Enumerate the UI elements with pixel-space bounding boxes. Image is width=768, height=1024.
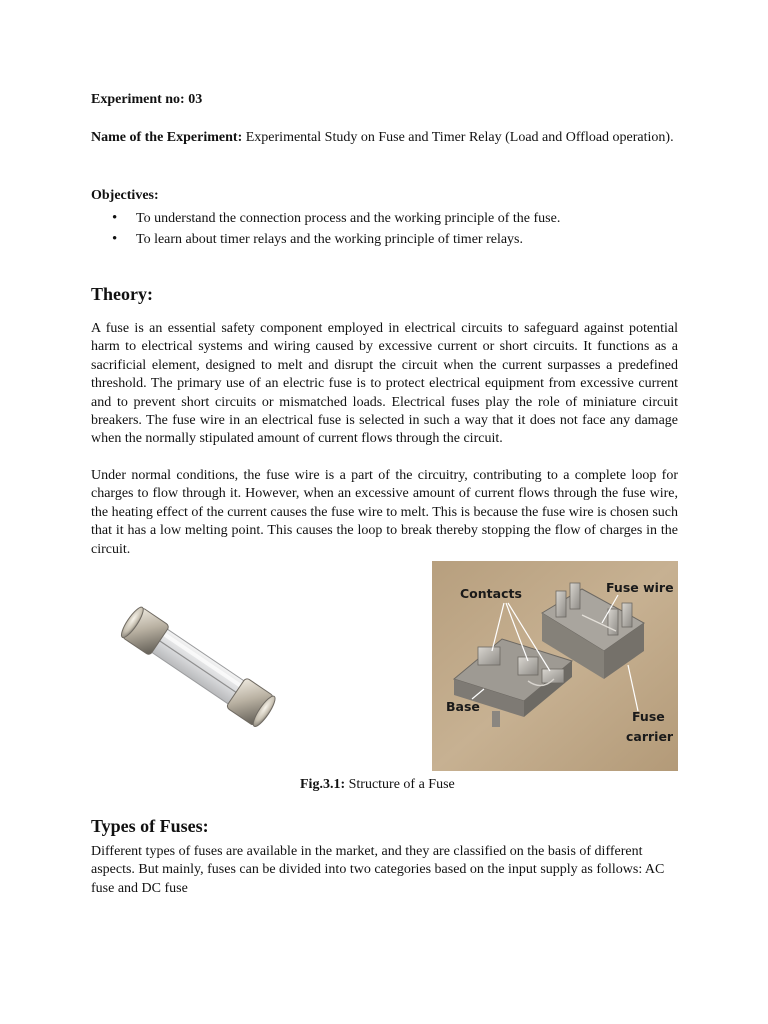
objective-item: • To understand the connection process and the working principle of the fuse. (110, 208, 560, 229)
objectives-heading: Objectives: (91, 188, 159, 203)
experiment-number: Experiment no: 03 (91, 92, 203, 107)
theory-paragraph-1: A fuse is an essential safety component employed in electrical circuits to safeguard against potential harm to electrical systems and wiring caused by excessive current or short circuits. It functions as a sacrificial element, designed to melt and disrupt the circuit when the current surpasses a predefined threshold. The primary use of an electric fuse is to protect electrical equipment from excessive current and to prevent short circuits or mismatched loads. Electrical fuses play the role of miniature circuit breakers. The fuse wire in an electrical fuse is selected in such a way that it does not face any damage when the normally stipulated amount of current flows through the circuit. (91, 321, 678, 447)
photo-label-base: Base (446, 699, 480, 714)
figure-caption-text: Structure of a Fuse (345, 777, 455, 792)
figure-caption (300, 777, 455, 793)
objectives-list (110, 208, 560, 250)
experiment-name-label: Name of the Experiment: (91, 130, 243, 145)
types-heading: Types of Fuses: (91, 816, 209, 836)
photo-label-contacts: Contacts (460, 586, 522, 601)
photo-label-fuse-carrier-2: carrier (626, 729, 674, 744)
photo-label-fuse-carrier-1: Fuse (632, 709, 665, 724)
cartridge-fuse-image (112, 596, 282, 736)
theory-heading: Theory: (91, 284, 153, 304)
theory-paragraph-2: Under normal conditions, the fuse wire is a part of the circuitry, contributing to a complete loop for charges to flow through it. However, when an excessive amount of current flows through the fuse wire, the heating effect of the current causes the fuse wire to melt. This is because the fuse wire is chosen such that it has a low melting point. This causes the loop to break thereby stopping the flow of charges in the circuit. (91, 468, 678, 557)
figure-caption-label: Fig.3.1: (300, 777, 346, 792)
experiment-name (91, 126, 679, 149)
objective-item: • To learn about timer relays and the working principle of timer relays. (110, 229, 560, 250)
photo-label-fuse-wire: Fuse wire (606, 580, 674, 595)
types-paragraph: Different types of fuses are available in the market, and they are classified on the basis of different aspects. But mainly, fuses can be divided into two categories based on the input supply as follows: AC fuse and DC fuse (91, 844, 665, 896)
experiment-name-value: Experimental Study on Fuse and Timer Relay (Load and Offload operation). (242, 130, 674, 145)
fuse-structure-photo (432, 561, 678, 771)
